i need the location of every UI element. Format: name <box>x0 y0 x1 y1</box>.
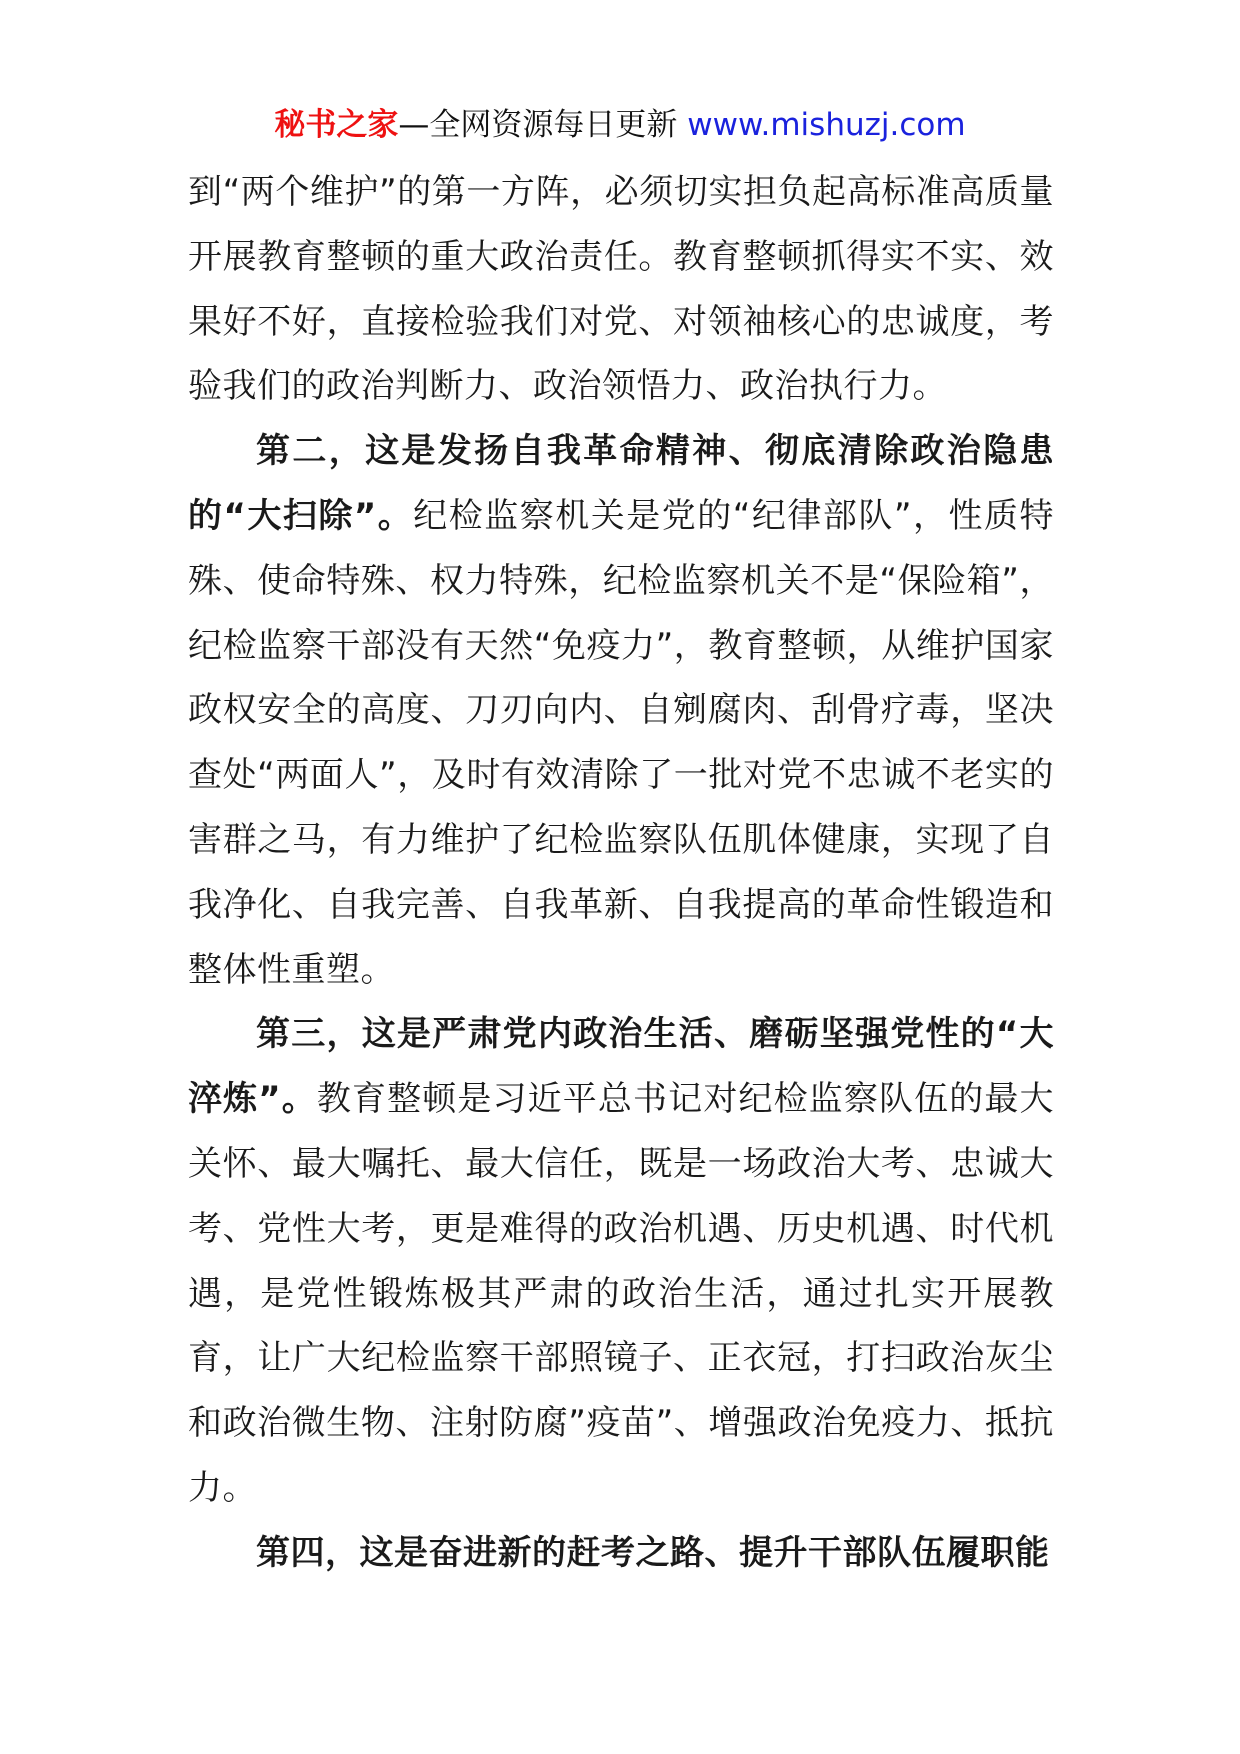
paragraph-third <box>188 1002 1054 1520</box>
paragraph-second <box>188 419 1054 1002</box>
paragraph-text: 纪检监察机关是党的“纪律部队”，性质特殊、使命特殊、权力特殊，纪检监察机关不是“保险箱”，纪检监察干部没有天然“免疫力”，教育整顿，从维护国家政权安全的高度、刀刃向内、自剜腐肉、刮骨疗毒，坚决查处“两面人”，及时有效清除了一批对党不忠诚不老实的害群之马，有力维护了纪检监察队伍肌体健康，实现了自我净化、自我完善、自我革新、自我提高的革命性锻造和整体性重塑。 <box>188 495 1054 990</box>
paragraph-continuation <box>188 160 1054 419</box>
paragraph-text: 教育整顿是习近平总书记对纪检监察队伍的最大关怀、最大嘱托、最大信任，既是一场政治大考、忠诚大考、党性大考，更是难得的政治机遇、历史机遇、时代机遇，是党性锻炼极其严肃的政治生活，通过扎实开展教育，让广大纪检监察干部照镜子、正衣冠，打扫政治灰尘和政治微生物、注射防腐”疫苗”、增强政治免疫力、抵抗力。 <box>188 1079 1054 1508</box>
paragraph-heading: 第三，这是严肃党内政治生活、磨砺坚强党性的“大淬炼”。 <box>188 1014 1054 1120</box>
watermark-header <box>0 100 1240 150</box>
paragraph-heading: 第二，这是发扬自我革命精神、彻底清除政治隐患的“大扫除”。 <box>188 431 1054 536</box>
document-body <box>188 160 1054 1586</box>
website-link[interactable]: www.mishuzj.com <box>687 107 966 143</box>
paragraph-heading: 第四，这是奋进新的赶考之路、提升干部队伍履职能 <box>256 1532 1050 1573</box>
paragraph-text: 到“两个维护”的第一方阵，必须切实担负起高标准高质量开展教育整顿的重大政治责任。教育整顿抓得实不实、效果好不好，直接检验我们对党、对领袖核心的忠诚度，考验我们的政治判断力、政治领悟力、政治执行力。 <box>188 172 1054 407</box>
header-tagline: —全网资源每日更新 <box>398 107 678 143</box>
paragraph-fourth <box>188 1521 1054 1586</box>
brand-name: 秘书之家 <box>274 107 399 143</box>
